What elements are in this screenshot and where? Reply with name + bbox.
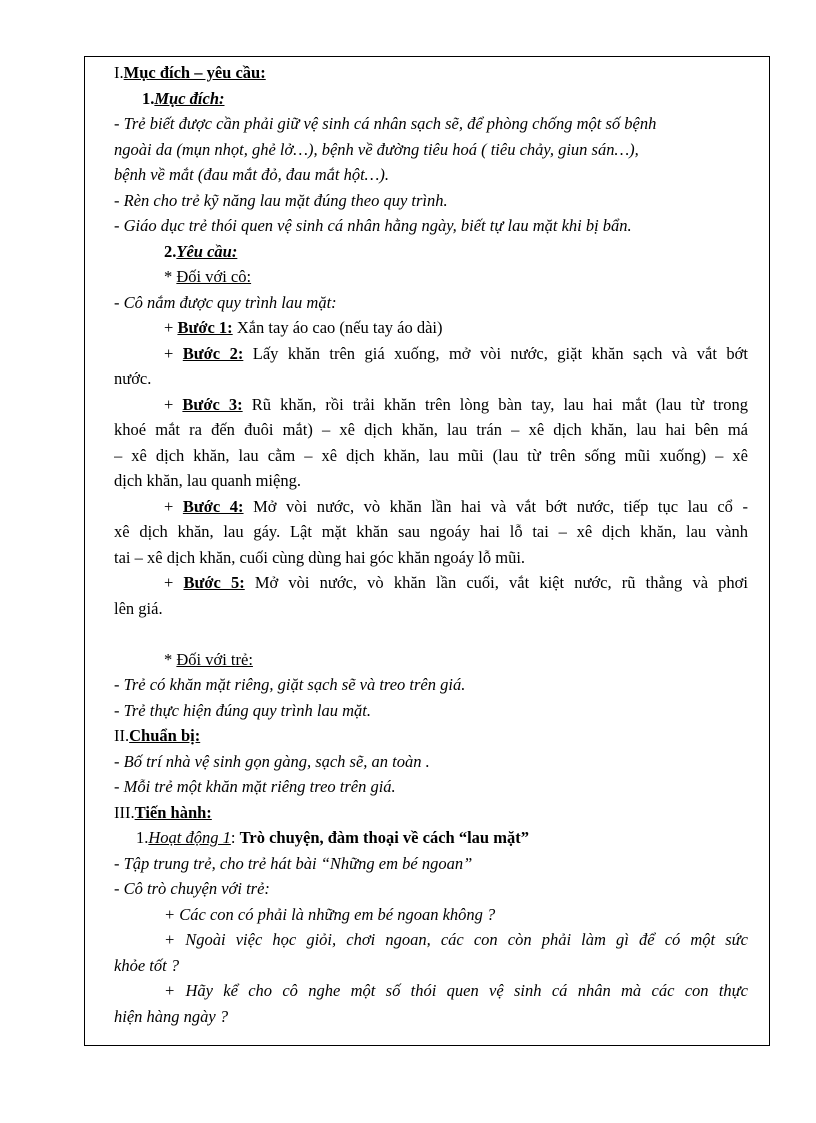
purpose-line-4: - Rèn cho trẻ kỹ năng lau mặt đúng theo quy trình. — [114, 190, 448, 210]
spacer — [114, 621, 748, 647]
step-3-label: Bước 3: — [182, 394, 243, 414]
step-5-line-1 — [114, 570, 748, 596]
step-5-line-2: lên giá. — [114, 598, 163, 618]
step-3-line-4: dịch khăn, lau quanh miệng. — [114, 471, 301, 490]
step-3-plus: + — [164, 394, 183, 414]
activity-1-colon: : — [230, 828, 240, 847]
step-4-line-3: tai – xê dịch khăn, cuối cùng dùng hai góc khăn ngoáy lỗ mũi. — [114, 547, 526, 567]
step-5-plus: + — [164, 573, 184, 592]
subsection-purpose-number: 1. — [142, 88, 155, 108]
document-body — [114, 60, 748, 1029]
step-3-line-1 — [114, 392, 748, 418]
step-5-label: Bước 5: — [183, 573, 245, 592]
purpose-line-3: bệnh về mắt (đau mắt đỏ, đau mắt hột…). — [114, 165, 389, 184]
teacher-heading — [114, 264, 748, 290]
subsection-purpose-heading — [114, 86, 748, 112]
step-4-plus: + — [164, 496, 183, 516]
section-1-number: I. — [114, 63, 124, 82]
subsection-purpose-title: Mục đích: — [154, 88, 225, 108]
question-1-text: Các con có phải là những em bé ngoan không ? — [179, 904, 496, 924]
question-3-text-a: Hãy kể cho cô nghe một số thói quen vệ sinh cá nhân mà các con thực — [185, 981, 748, 1000]
question-1 — [114, 902, 748, 928]
activity-1-heading — [114, 825, 748, 851]
step-4-line-2: xê dịch khăn, lau gáy. Lật mặt khăn sau ngoáy hai lỗ tai – xê dịch khăn, lau vành — [114, 522, 748, 541]
child-line-1: - Trẻ có khăn mặt riêng, giặt sạch sẽ và treo trên giá. — [114, 675, 466, 694]
step-5-text-a: Mở vòi nước, vò khăn lần cuối, vắt kiệt nước, rũ thẳng và phơi — [244, 573, 748, 592]
subsection-requirements-title: Yêu cầu: — [176, 241, 238, 261]
step-1 — [114, 315, 748, 341]
activity-1-label: Hoạt động 1 — [148, 828, 231, 847]
child-line-2: - Trẻ thực hiện đúng quy trình lau mặt. — [114, 700, 371, 720]
step-4-label: Bước 4: — [182, 496, 244, 516]
step-2-text-a: Lấy khăn trên giá xuống, mở vòi nước, giặt khăn sạch và vắt bớt — [243, 343, 748, 363]
question-2-text-a: Ngoài việc học giỏi, chơi ngoan, các con còn phải làm gì để có một sức — [185, 930, 748, 949]
activity-1-number: 1. — [136, 828, 149, 847]
section-2-number: II. — [114, 726, 130, 745]
question-2-plus: + — [164, 930, 186, 949]
step-1-label: Bước 1: — [177, 318, 233, 337]
section-1-title: Mục đích – yêu cầu: — [123, 63, 266, 82]
activity-1-title: Trò chuyện, đàm thoại về cách “lau mặt” — [239, 828, 529, 847]
section-3-title: Tiến hành: — [134, 802, 212, 822]
activity-1-line-1: - Tập trung trẻ, cho trẻ hát bài “Những em bé ngoan” — [114, 853, 473, 873]
step-1-plus: + — [164, 318, 178, 337]
child-bullet: * — [164, 649, 177, 669]
teacher-line-1: - Cô nắm được quy trình lau mặt: — [114, 292, 337, 312]
question-3-line-1 — [114, 978, 748, 1004]
question-2-line-1 — [114, 927, 748, 953]
prep-line-1: - Bố trí nhà vệ sinh gọn gàng, sạch sẽ, an toàn . — [114, 751, 430, 771]
section-2-title: Chuẩn bị: — [129, 726, 201, 745]
step-4-line-1 — [114, 494, 748, 520]
teacher-bullet: * — [164, 267, 177, 286]
child-heading-text: Đối với trẻ: — [176, 649, 253, 669]
step-2-line-1 — [114, 341, 748, 367]
question-3-line-2: hiện hàng ngày ? — [114, 1006, 229, 1026]
step-2-label: Bước 2: — [182, 343, 244, 363]
purpose-line-5: - Giáo dục trẻ thói quen vệ sinh cá nhân hằng ngày, biết tự lau mặt khi bị bẩn. — [114, 216, 632, 235]
question-3-plus: + — [164, 981, 186, 1000]
child-heading — [114, 647, 748, 673]
section-2-heading — [114, 723, 748, 749]
step-1-text: Xắn tay áo cao (nếu tay áo dài) — [232, 318, 443, 337]
step-2-line-2: nước. — [114, 369, 152, 388]
activity-1-line-2: - Cô trò chuyện với trẻ: — [114, 879, 270, 898]
section-3-heading — [114, 800, 748, 826]
teacher-heading-text: Đối với cô: — [176, 267, 252, 286]
step-3-line-2: khoé mắt ra đến đuôi mắt) – xê dịch khăn, lau trán – xê dịch khăn, lau hai bên má — [114, 420, 748, 439]
step-4-text-a: Mở vòi nước, vò khăn lần hai và vắt bớt nước, tiếp tục lau cổ - — [243, 496, 748, 516]
prep-line-2: - Mỗi trẻ một khăn mặt riêng treo trên giá. — [114, 777, 396, 796]
question-2-line-2: khỏe tốt ? — [114, 955, 180, 975]
step-3-text-a: Rũ khăn, rồi trải khăn trên lòng bàn tay, lau hai mắt (lau từ trong — [242, 394, 748, 414]
question-1-plus: + — [164, 904, 180, 924]
purpose-line-2: ngoài da (mụn nhọt, ghẻ lở…), bệnh về đường tiêu hoá ( tiêu chảy, giun sán…), — [114, 139, 639, 159]
section-1-heading — [114, 60, 748, 86]
subsection-requirements-number: 2. — [164, 241, 177, 261]
step-2-plus: + — [164, 343, 183, 363]
subsection-requirements-heading — [114, 239, 748, 265]
section-3-number: III. — [114, 802, 135, 822]
step-3-line-3: – xê dịch khăn, lau cằm – xê dịch khăn, lau mũi (lau từ trên sống mũi xuống) – xê — [114, 445, 748, 465]
purpose-line-1: - Trẻ biết được cần phải giữ vệ sinh cá nhân sạch sẽ, để phòng chống một số bệnh — [114, 114, 657, 133]
